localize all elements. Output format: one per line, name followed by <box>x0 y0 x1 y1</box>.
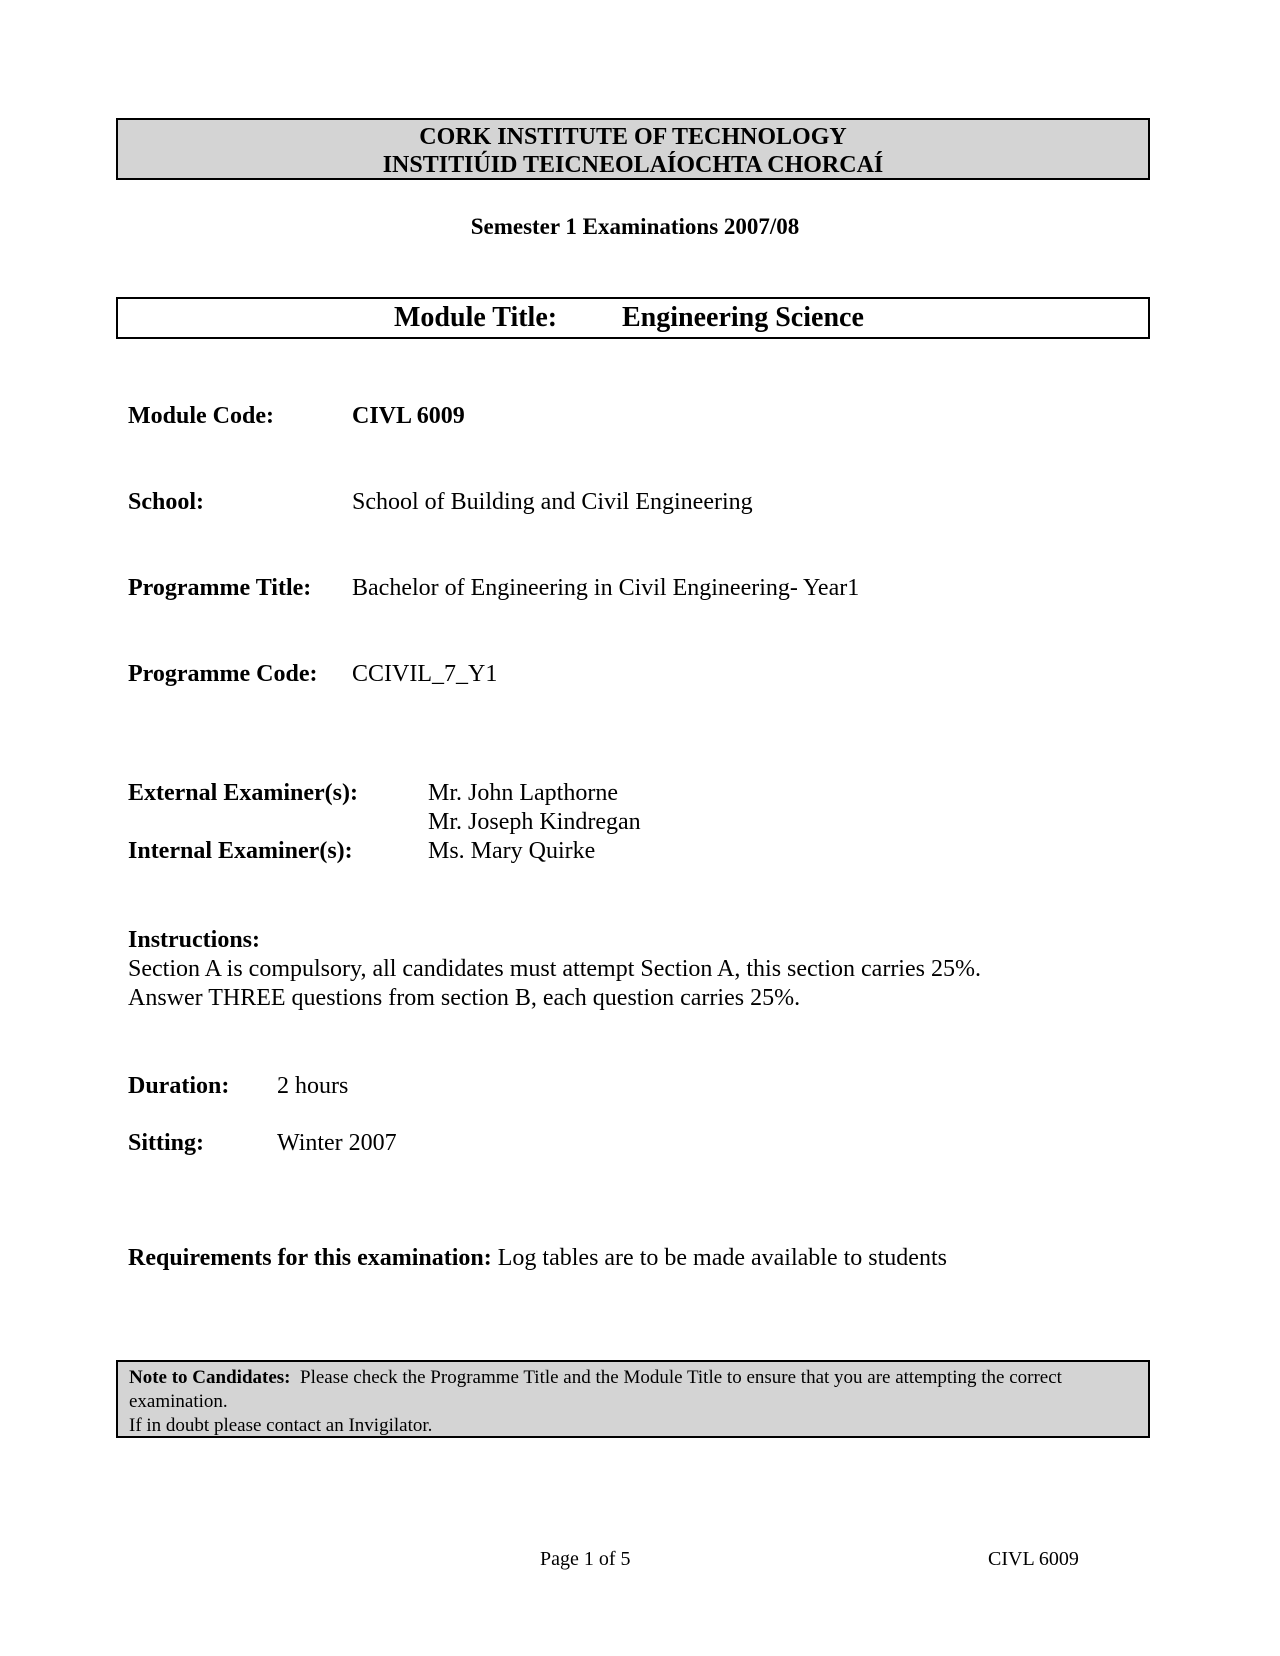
page-number: Page 1 of 5 <box>540 1548 631 1570</box>
requirements-row <box>128 1244 1128 1274</box>
institution-name-irish: INSTITIÚID TEICNEOLAÍOCHTA CHORCAÍ <box>382 152 884 178</box>
programme-code-row <box>128 660 1028 690</box>
module-title-label: Module Title: <box>394 302 558 333</box>
semester-heading: Semester 1 Examinations 2007/08 <box>470 214 800 239</box>
external-examiner-label: External Examiner(s): <box>128 780 358 806</box>
module-title-box <box>116 297 1150 339</box>
module-title-value: Engineering Science <box>622 302 864 333</box>
internal-examiner-label: Internal Examiner(s): <box>128 838 353 864</box>
duration-value: 2 hours <box>277 1073 349 1099</box>
sitting-row <box>128 1129 728 1159</box>
note-text: Please check the Programme Title and the Module Title to ensure that you are attempting the correct examination. <box>129 1367 1062 1412</box>
module-code-label: Module Code: <box>128 403 274 429</box>
note-to-candidates-box <box>116 1360 1150 1438</box>
duration-row <box>128 1072 728 1102</box>
requirements-label: Requirements for this examination: <box>128 1245 492 1271</box>
school-value: School of Building and Civil Engineering <box>352 489 753 515</box>
sitting-label: Sitting: <box>128 1130 205 1156</box>
programme-title-label: Programme Title: <box>128 575 312 601</box>
footer-module-code: CIVL 6009 <box>988 1548 1079 1570</box>
programme-code-label: Programme Code: <box>128 661 318 687</box>
instructions-line-1: Section A is compulsory, all candidates must attempt Section A, this section carries 25%. <box>128 956 981 982</box>
internal-examiner-1: Ms. Mary Quirke <box>428 838 596 864</box>
school-label: School: <box>128 489 205 515</box>
external-examiner-2: Mr. Joseph Kindregan <box>428 809 641 835</box>
note-label: Note to Candidates: <box>129 1367 291 1388</box>
school-row <box>128 488 1028 518</box>
duration-label: Duration: <box>128 1073 230 1099</box>
institution-header <box>116 118 1150 180</box>
instructions-line-2: Answer THREE questions from section B, each question carries 25%. <box>128 985 801 1011</box>
requirements-value: Log tables are to be made available to students <box>497 1245 947 1271</box>
examiners-block <box>128 779 1028 869</box>
programme-title-value: Bachelor of Engineering in Civil Engineering- Year1 <box>352 575 860 601</box>
institution-name-english: CORK INSTITUTE OF TECHNOLOGY <box>419 124 847 150</box>
module-code-row <box>128 402 1028 432</box>
instructions-block <box>128 926 981 1013</box>
note-line-2: If in doubt please contact an Invigilator. <box>129 1415 433 1436</box>
sitting-value: Winter 2007 <box>277 1130 397 1156</box>
instructions-heading: Instructions: <box>128 927 261 953</box>
module-code-value: CIVL 6009 <box>352 403 465 429</box>
external-examiner-1: Mr. John Lapthorne <box>428 780 618 806</box>
programme-title-row <box>128 574 1028 604</box>
programme-code-value: CCIVIL_7_Y1 <box>352 661 498 687</box>
